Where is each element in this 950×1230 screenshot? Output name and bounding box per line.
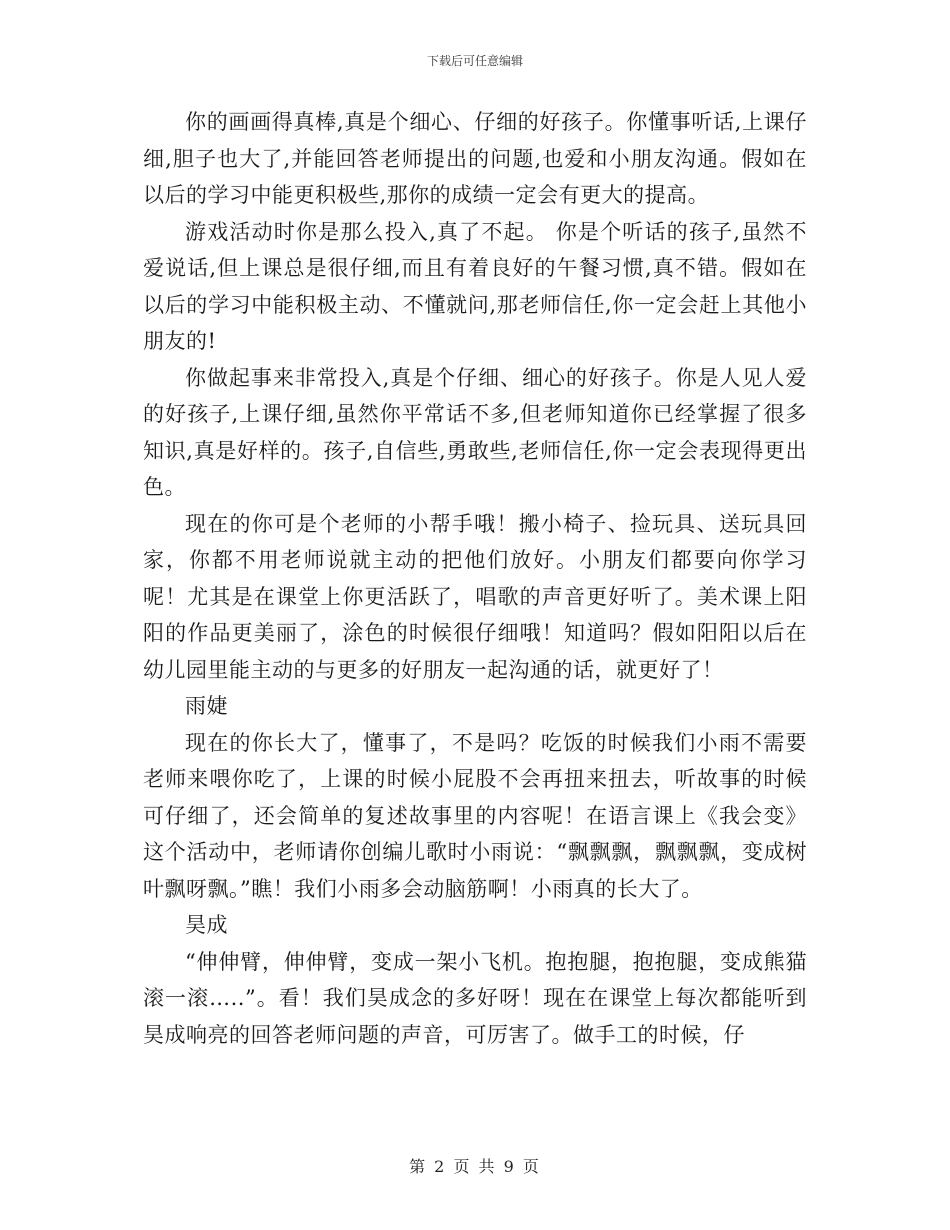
paragraph-2: 游戏活动时你是那么投入,真了不起。 你是个听话的孩子,虽然不爱说话,但上课总是很仔细,而且有着良好的午餐习惯,真不错。假如在以后的学习中能积极主动、不懂就问,那老师信任,你一定会赶上其他小朋友的! bbox=[143, 219, 807, 353]
header-note: 下载后可任意编辑 bbox=[426, 54, 523, 68]
paragraph-5: 现在的你长大了，懂事了，不是吗？吃饭的时候我们小雨不需要老师来喂你吃了，上课的时候小屁股不会再扭来扭去，听故事的时候可仔细了，还会简单的复述故事里的内容呢！在语言课上《我会变》这个活动中，老师请你创编儿歌时小雨说：“飘飘飘，飘飘飘，变成树叶飘呀飘。”瞧！我们小雨多会动脑筋啊！小雨真的长大了。 bbox=[143, 730, 807, 901]
student-name-haocheng: 昊成 bbox=[185, 913, 228, 937]
paragraph-4: 现在的你可是个老师的小帮手哦！搬小椅子、捡玩具、送玩具回家，你都不用老师说就主动的把他们放好。小朋友们都要向你学习呢！尤其是在课堂上你更活跃了，唱歌的声音更好听了。美术课上阳阳的作品更美丽了，涂色的时候很仔细哦！知道吗？假如阳阳以后在幼儿园里能主动的与更多的好朋友一起沟通的话，就更好了！ bbox=[143, 511, 807, 682]
student-name-yujie: 雨婕 bbox=[185, 694, 228, 718]
document-body bbox=[143, 104, 807, 1053]
paragraph-6: “伸伸臂，伸伸臂，变成一架小飞机。抱抱腿，抱抱腿，变成熊猫滚一滚…..”。看！我们昊成念的多好呀！现在在课堂上每次都能听到昊成响亮的回答老师问题的声音，可厉害了。做手工的时候，仔 bbox=[143, 949, 807, 1047]
page-number: 第 2 页 共 9 页 bbox=[409, 1157, 541, 1176]
paragraph-3: 你做起事来非常投入,真是个仔细、细心的好孩子。你是人见人爱的好孩子,上课仔细,虽然你平常话不多,但老师知道你已经掌握了很多知识,真是好样的。孩子,自信些,勇敢些,老师信任,你一定会表现得更出色。 bbox=[143, 365, 807, 499]
paragraph-1: 你的画画得真棒,真是个细心、仔细的好孩子。你懂事听话,上课仔细,胆子也大了,并能回答老师提出的问题,也爱和小朋友沟通。假如在以后的学习中能更积极些,那你的成绩一定会有更大的提高。 bbox=[143, 110, 807, 207]
